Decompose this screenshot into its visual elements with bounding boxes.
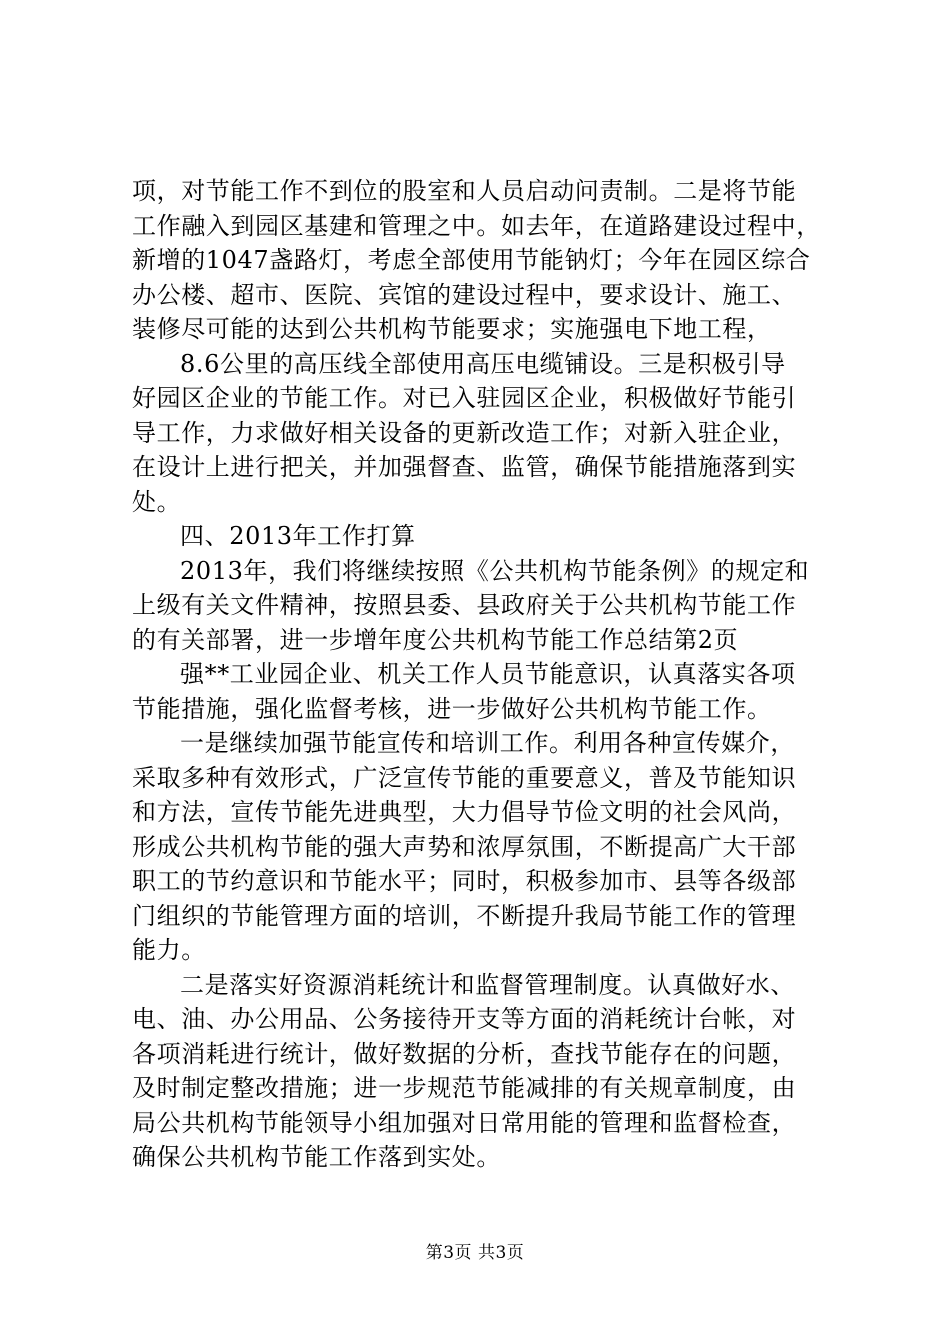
text-line: 四、2013年工作打算 [180,522,416,550]
text-line: 和方法，宣传节能先进典型，大力倡导节俭文明的社会风尚， [132,798,797,826]
text-line: 上级有关文件精神，按照县委、县政府关于公共机构节能工作 [132,591,797,619]
text-line: 电、油、办公用品、公务接待开支等方面的消耗统计台帐，对 [132,1005,797,1033]
text-line: 确保公共机构节能工作落到实处。 [132,1143,501,1171]
text-line: 节能措施，强化监督考核，进一步做好公共机构节能工作。 [132,694,772,723]
page-footer: 第3页 共3页 [425,1243,525,1263]
text-line: 工作融入到园区基建和管理之中。如去年，在道路建设过程中， [132,211,821,240]
text-line: 强**工业园企业、机关工作人员节能意识，认真落实各项 [180,660,796,688]
text-line: 装修尽可能的达到公共机构节能要求；实施强电下地工程， [132,315,772,343]
text-line: 的有关部署，进一步增年度公共机构节能工作总结第2页 [132,625,739,654]
text-line: 职工的节约意识和节能水平；同时，积极参加市、县等各级部 [132,867,797,895]
text-line: 采取多种有效形式，广泛宣传节能的重要意义，普及节能知识 [132,763,797,792]
text-line: 2013年，我们将继续按照《公共机构节能条例》的规定和 [180,556,810,585]
text-line: 8.6公里的高压线全部使用高压电缆铺设。三是积极引导 [180,349,786,378]
body-text [132,174,832,1175]
text-line: 各项消耗进行统计，做好数据的分析，查找节能存在的问题， [132,1039,797,1068]
text-line: 项，对节能工作不到位的股室和人员启动问责制。二是将节能 [132,177,797,205]
text-line: 能力。 [132,936,206,964]
text-line: 在设计上进行把关，并加强督查、监管，确保节能措施落到实 [132,453,797,481]
text-line: 门组织的节能管理方面的培训，不断提升我局节能工作的管理 [132,901,797,930]
text-line: 导工作，力求做好相关设备的更新改造工作；对新入驻企业， [132,418,797,447]
text-line: 好园区企业的节能工作。对已入驻园区企业，积极做好节能引 [132,384,797,412]
text-line: 办公楼、超市、医院、宾馆的建设过程中，要求设计、施工、 [132,280,797,309]
text-line: 及时制定整改措施；进一步规范节能减排的有关规章制度，由 [132,1074,797,1102]
text-line: 二是落实好资源消耗统计和监督管理制度。认真做好水、 [180,970,795,999]
text-line: 局公共机构节能领导小组加强对日常用能的管理和监督检查， [132,1108,797,1137]
text-line: 形成公共机构节能的强大声势和浓厚氛围，不断提高广大干部 [132,832,797,861]
text-line: 新增的1047盏路灯，考虑全部使用节能钠灯；今年在园区综合 [132,246,811,274]
text-line: 处。 [132,487,182,516]
text-line: 一是继续加强节能宣传和培训工作。利用各种宣传媒介， [180,729,795,757]
